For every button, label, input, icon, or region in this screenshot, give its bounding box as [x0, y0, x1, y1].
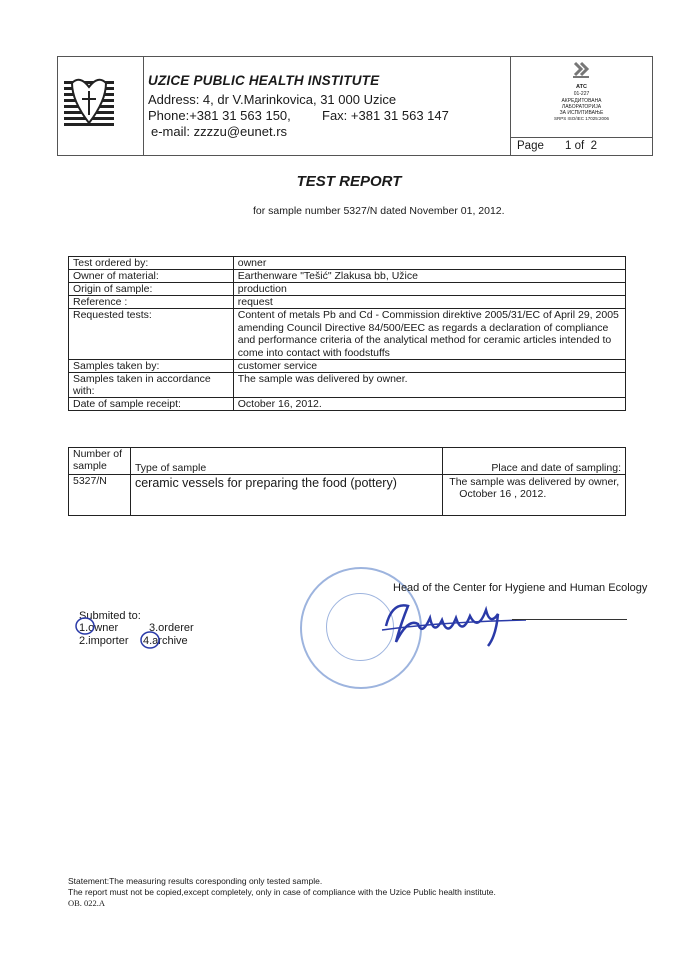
info-label: Owner of material:	[69, 270, 234, 283]
sample-number: 5327/N	[69, 475, 131, 516]
info-value: Content of metals Pb and Cd - Commission direktive 2005/31/EC of April 29, 2005 amending Council Directive 84/500/EEC as regards a declaration of compliance and performance criteria of the analytical method for ceramic articles intended to come into contact with foodstuffs	[233, 309, 625, 360]
sample-place: The sample was delivered by owner,	[449, 476, 620, 488]
header-type-of-sample: Type of sample	[130, 448, 442, 475]
report-subtitle: for sample number 5327/N dated November 01, 2012.	[253, 205, 505, 217]
accreditation-cell	[510, 57, 652, 155]
info-label: Reference :	[69, 296, 234, 309]
sample-table-header	[69, 448, 626, 475]
footer-copy-note: The report must not be copied,except completely, only in case of compliance with the Uzice Public health institute.	[68, 887, 496, 897]
table-row	[69, 373, 626, 398]
letterhead	[57, 56, 653, 156]
handwritten-signature-icon	[378, 596, 528, 652]
table-row	[69, 475, 626, 516]
table-row	[69, 257, 626, 270]
sample-type: ceramic vessels for preparing the food (pottery)	[130, 475, 442, 516]
table-row	[69, 270, 626, 283]
institute-phone: Phone:+381 31 563 150,	[148, 108, 291, 123]
info-label: Date of sample receipt:	[69, 398, 234, 411]
page-label: Page	[517, 140, 544, 152]
accreditation-line4: SRPS ISO/IEC 17025:2006	[553, 116, 610, 121]
accreditation-number: 01-227	[573, 91, 590, 97]
accreditation-code: ATC	[576, 84, 587, 90]
report-title: TEST REPORT	[296, 173, 402, 190]
header-number-of-sample: Number of sample	[69, 448, 131, 475]
info-value: request	[233, 296, 625, 309]
institute-address: Address: 4, dr V.Marinkovica, 31 000 Uzice	[148, 92, 397, 107]
info-value: October 16, 2012.	[233, 398, 625, 411]
accreditation-logo-icon	[511, 57, 652, 87]
institute-name: UZICE PUBLIC HEALTH INSTITUTE	[148, 73, 380, 88]
owner-circle-mark-icon	[74, 616, 98, 636]
form-code: OB. 022.A	[68, 898, 106, 908]
info-label: Origin of sample:	[69, 283, 234, 296]
info-value: The sample was delivered by owner.	[233, 373, 625, 398]
institute-fax: Fax: +381 31 563 147	[322, 108, 449, 123]
sample-place-date	[443, 475, 626, 516]
submitted-orderer: 3.orderer	[149, 622, 194, 634]
table-row	[69, 296, 626, 309]
sample-details-table	[68, 447, 626, 516]
table-row	[69, 309, 626, 360]
sample-date: October 16 , 2012.	[459, 488, 547, 500]
table-row	[69, 360, 626, 373]
accreditation-mark	[511, 57, 652, 138]
sample-info-table	[68, 256, 626, 411]
info-value: owner	[233, 257, 625, 270]
info-label: Samples taken in accordance with:	[69, 373, 234, 398]
archive-circle-mark-icon	[139, 630, 163, 650]
table-row	[69, 283, 626, 296]
info-label: Test ordered by:	[69, 257, 234, 270]
info-label: Requested tests:	[69, 309, 234, 360]
table-row	[69, 398, 626, 411]
info-value: customer service	[233, 360, 625, 373]
submitted-label: Submited to:	[79, 610, 141, 622]
accreditation-line3: ЗА ИСПИТИВАЊЕ	[559, 110, 604, 116]
page-number: 1 of 2	[565, 140, 597, 152]
header-place-date: Place and date of sampling:	[443, 448, 626, 475]
institute-logo-icon	[58, 57, 143, 155]
institute-email: e-mail: zzzzu@eunet.rs	[151, 124, 288, 139]
submitted-importer: 2.importer	[79, 635, 129, 647]
info-value: production	[233, 283, 625, 296]
submitted-owner: 1.owner	[79, 622, 119, 634]
signature-title: Head of the Center for Hygiene and Human Ecology	[393, 582, 648, 594]
accreditation-line1: АКРЕДИТОВАНА	[561, 98, 602, 104]
institute-logo	[58, 57, 144, 155]
footer-statement: Statement:The measuring results coresponding only tested sample.	[68, 876, 323, 886]
signature-line	[512, 619, 627, 620]
info-label: Samples taken by:	[69, 360, 234, 373]
accreditation-line2: ЛАБОРАТОРИЈА	[561, 104, 602, 110]
info-value: Earthenware "Tešić" Zlakusa bb, Užice	[233, 270, 625, 283]
submitted-archive: 4.archive	[143, 635, 188, 647]
